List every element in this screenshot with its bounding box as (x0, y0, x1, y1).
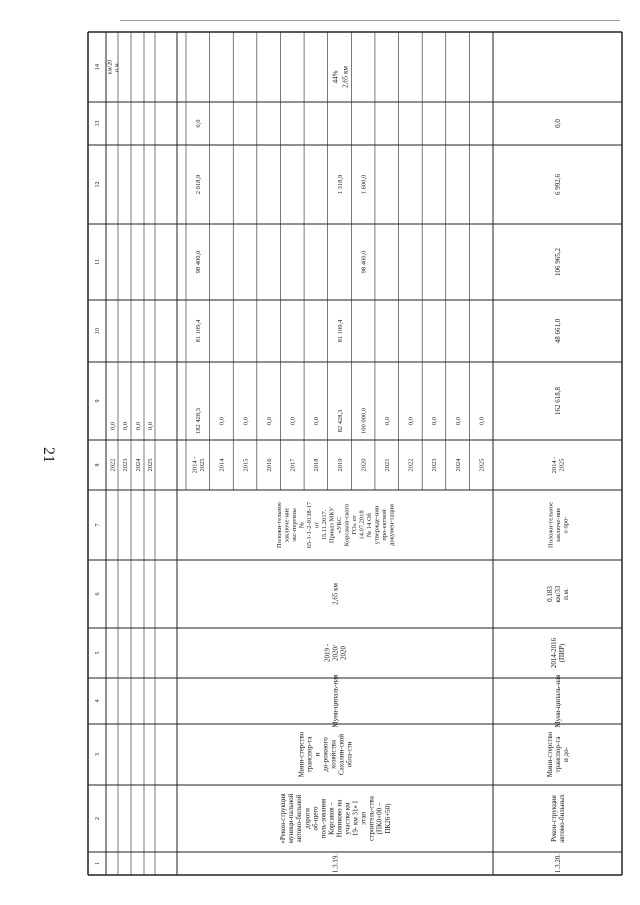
amount-cell: 0,0 (313, 416, 321, 426)
amount-cell: 0,0 (431, 416, 439, 426)
year-cell: 2025 (478, 458, 486, 472)
object-name: «Рекон-струкциямуници-пальнойавтомо-бильнойдорогиоб-щегополь-зованияКорсаков –Новиково научастке км19- км 31» Iэтапстроитель-ства(ПК0+00 –ПК26+50) (279, 793, 392, 844)
amount-cell: 0,0 (146, 421, 154, 431)
unit-cell: км/20п.м. (107, 59, 121, 75)
amount-cell: 82 428,3 (336, 409, 344, 433)
amount-cell: 0,0 (195, 119, 203, 128)
column-number: 8 (95, 463, 102, 467)
year-cell: 2023 (121, 458, 129, 472)
column-number: 3 (95, 753, 102, 756)
capacity-cell: 2,65 км (331, 583, 340, 605)
amount-cell: 6 992,6 (553, 174, 562, 195)
amount-cell: 182 428,3 (195, 408, 203, 434)
amount-cell: 0,0 (478, 416, 486, 426)
capacity-cell: 0,183км/33п.м. (545, 585, 570, 603)
year-cell: 2021 (384, 458, 392, 472)
column-number: 14 (95, 64, 102, 70)
amount-cell: 98 400,0 (195, 250, 203, 274)
amount-cell: 0,0 (134, 421, 142, 431)
year-cell: 2018 (313, 458, 321, 472)
progress-cell: 44% (331, 70, 340, 84)
column-number: 4 (95, 699, 102, 703)
result-cell: 2,65 км (341, 66, 350, 88)
years-cell: 2014-2016(ПИР) (549, 637, 566, 669)
amount-cell: 0,0 (384, 416, 392, 426)
amount-cell: 0,0 (218, 416, 226, 426)
customer-name: Мини-стерствотранспор-таи до- (545, 731, 570, 778)
page-number: 21 (40, 447, 57, 463)
object-name: Рекон-струкцияавтомо-бильных (549, 794, 566, 843)
amount-cell: 81 109,4 (336, 319, 344, 343)
year-cell: 2020 (360, 458, 368, 472)
amount-cell: 0,0 (109, 421, 117, 431)
year-cell: 2015 (242, 458, 250, 472)
year-cell: 2017 (289, 458, 297, 472)
amount-cell: 0,0 (242, 416, 250, 426)
column-number: 12 (95, 181, 102, 188)
amount-cell: 48 661,0 (553, 318, 562, 344)
amount-cell: 98 400,0 (360, 250, 368, 274)
amount-cell: 81 109,4 (195, 319, 203, 343)
amount-cell: 0,0 (407, 416, 415, 426)
amount-cell: 1 318,9 (336, 174, 344, 195)
year-cell: 2024 (134, 458, 142, 472)
year-cell: 2024 (454, 458, 462, 472)
amount-cell: 0,0 (121, 421, 129, 431)
column-number: 5 (95, 651, 102, 655)
column-number: 7 (95, 523, 102, 527)
ownership-cell: Муни-ципаль-ная (553, 674, 562, 728)
amount-cell: 0,0 (289, 416, 297, 426)
year-cell: 2014 (218, 458, 226, 472)
year-cell: 2014 -2025 (551, 456, 566, 474)
column-number: 10 (95, 328, 102, 334)
column-number: 6 (95, 592, 102, 596)
ownership-cell: Муни-ципаль-ная (331, 674, 340, 728)
year-cell: 2016 (265, 458, 273, 472)
amount-cell: 106 965,2 (553, 248, 562, 276)
year-cell: 2022 (109, 458, 117, 472)
document-cell: Положи-тельноезаключе-ниеэкс-пертизы№65-1-1-2-0138-17от15.11.2017.Приказ МКУ«УКСКорсаков-скогоГО» от14.07.2018№ 14 Обутвержде-ниипро-ектнойдокумен-тации (276, 501, 396, 549)
year-cell: 2023 (431, 458, 439, 472)
document-cell: Положи-тельноезаключе-ниео про- (547, 502, 570, 548)
column-number: 9 (95, 399, 102, 403)
column-number: 2 (95, 817, 102, 820)
year-cell: 2025 (146, 458, 154, 472)
amount-cell: 0,0 (454, 416, 462, 426)
row-number: 1.3.20. (553, 853, 562, 874)
amount-cell: 2 918,9 (195, 174, 203, 195)
year-cell: 2019 (336, 458, 344, 472)
amount-cell: 0,0 (265, 416, 273, 426)
years-cell: 2019 -2020/2020 (323, 643, 348, 663)
amount-cell: 1 600,0 (360, 174, 368, 195)
customer-name: Мини-стерствотранспор-таидо-рожногохозяйстваСахалин-скойобла-сти (297, 731, 354, 778)
year-cell: 2014 -2025 (191, 456, 206, 474)
amount-cell: 100 000,0 (360, 408, 368, 434)
year-cell: 2022 (407, 458, 415, 472)
amount-cell: 0,0 (553, 119, 562, 128)
row-number: 1.3.19. (331, 853, 340, 874)
column-number: 1 (95, 862, 102, 865)
column-number: 13 (95, 120, 102, 127)
column-number: 11 (95, 259, 102, 265)
amount-cell: 162 618,8 (553, 387, 562, 415)
